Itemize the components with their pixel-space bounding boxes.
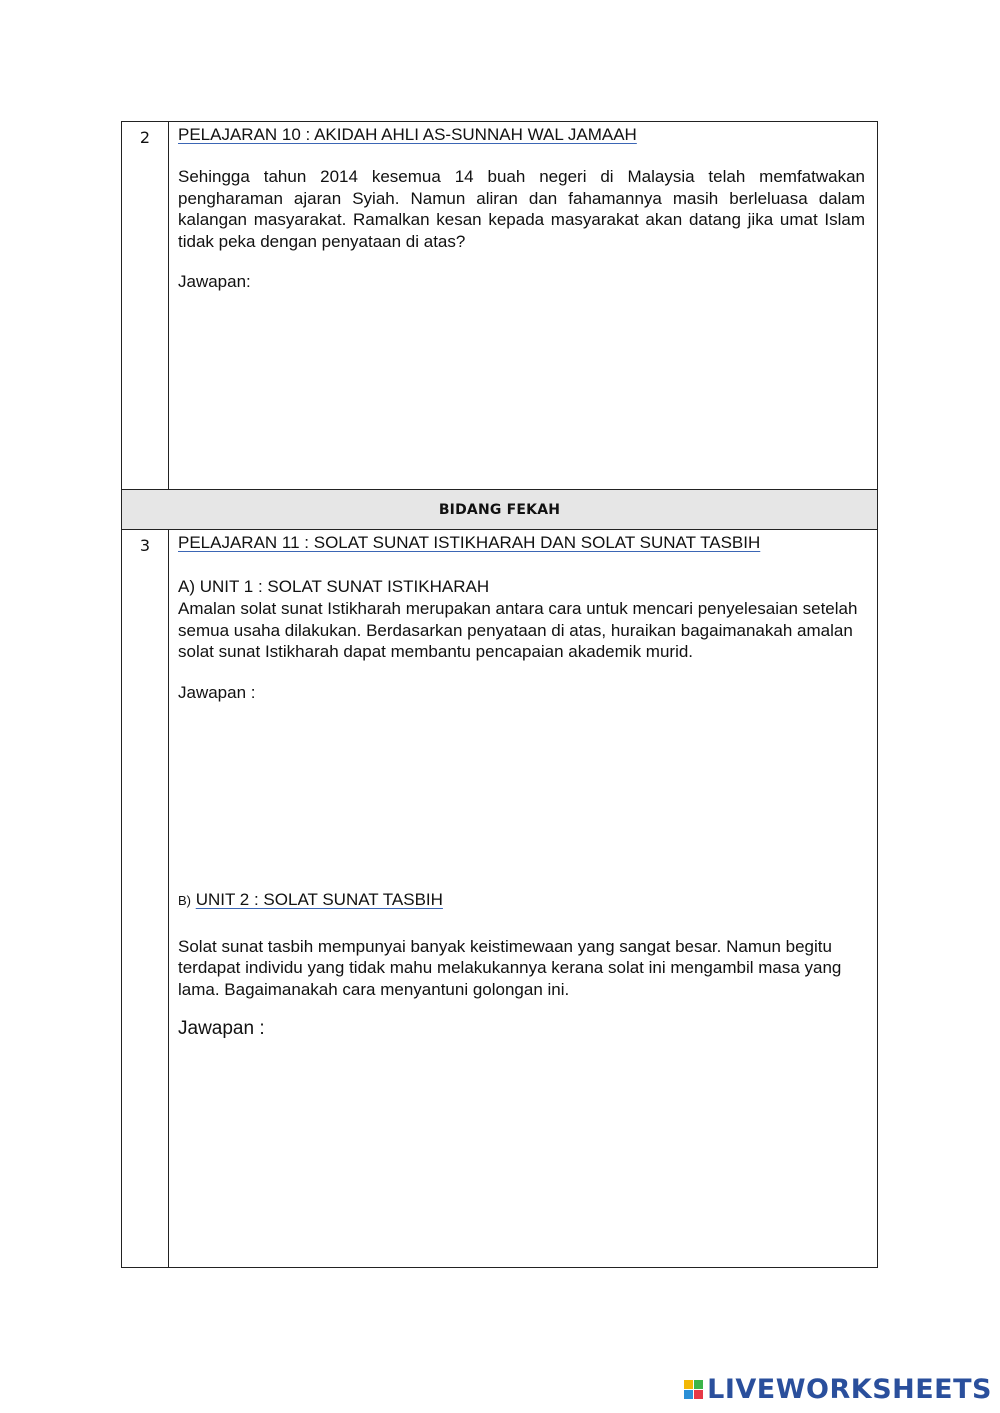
- unit-b-letter: B): [178, 892, 191, 908]
- brand-name: LIVEWORKSHEETS: [707, 1374, 992, 1405]
- answer-label: Jawapan:: [178, 272, 251, 291]
- unit-a-heading: A) UNIT 1 : SOLAT SUNAT ISTIKHARAH: [178, 577, 490, 596]
- question-row-3: [122, 530, 877, 1267]
- question-number: 3: [122, 530, 169, 1267]
- unit-b-answer-label: Jawapan :: [178, 1018, 265, 1039]
- liveworksheets-logo: [684, 1374, 992, 1405]
- unit-a-answer-label: Jawapan :: [178, 682, 256, 702]
- unit-a-question-text: Amalan solat sunat Istikharah merupakan antara cara untuk mencari penyelesaian setelah semua usaha dilakukan. Berdasarkan penyataan di atas, huraikan bagaimanakah amalan solat sunat Istikharah dapat membantu pencapaian akademik murid.: [178, 599, 858, 661]
- section-title: BIDANG FEKAH: [438, 501, 561, 518]
- question-number: 2: [122, 122, 169, 489]
- section-header: [122, 490, 877, 530]
- question-content: [169, 122, 877, 489]
- unit-b-question-text: Solat sunat tasbih mempunyai banyak keistimewaan yang sangat besar. Namun begitu terdapat individu yang tidak mahu melakukannya kerana solat ini mengambil masa yang lama. Bagaimanakah cara menyantuni golongan ini.: [178, 936, 842, 999]
- lesson-title: PELAJARAN 11 : SOLAT SUNAT ISTIKHARAH DAN SOLAT SUNAT TASBIH: [178, 533, 761, 552]
- question-text: Sehingga tahun 2014 kesemua 14 buah negeri di Malaysia telah memfatwakan pengharaman ajaran Syiah. Namun aliran dan fahamannya masih berleluasa dalam kalangan masyarakat. Ramalkan kesan kepada masyarakat akan datang jika umat Islam tidak peka dengan penyataan di atas?: [178, 167, 865, 251]
- unit-b-heading: [178, 889, 865, 912]
- unit-b-title: UNIT 2 : SOLAT SUNAT TASBIH: [195, 889, 443, 909]
- worksheet-table: [121, 121, 878, 1268]
- question-content: [169, 530, 877, 1267]
- question-row-2: [122, 122, 877, 490]
- liveworksheets-logo-icon: [684, 1380, 703, 1399]
- lesson-title: PELAJARAN 10 : AKIDAH AHLI AS-SUNNAH WAL JAMAAH: [178, 125, 637, 144]
